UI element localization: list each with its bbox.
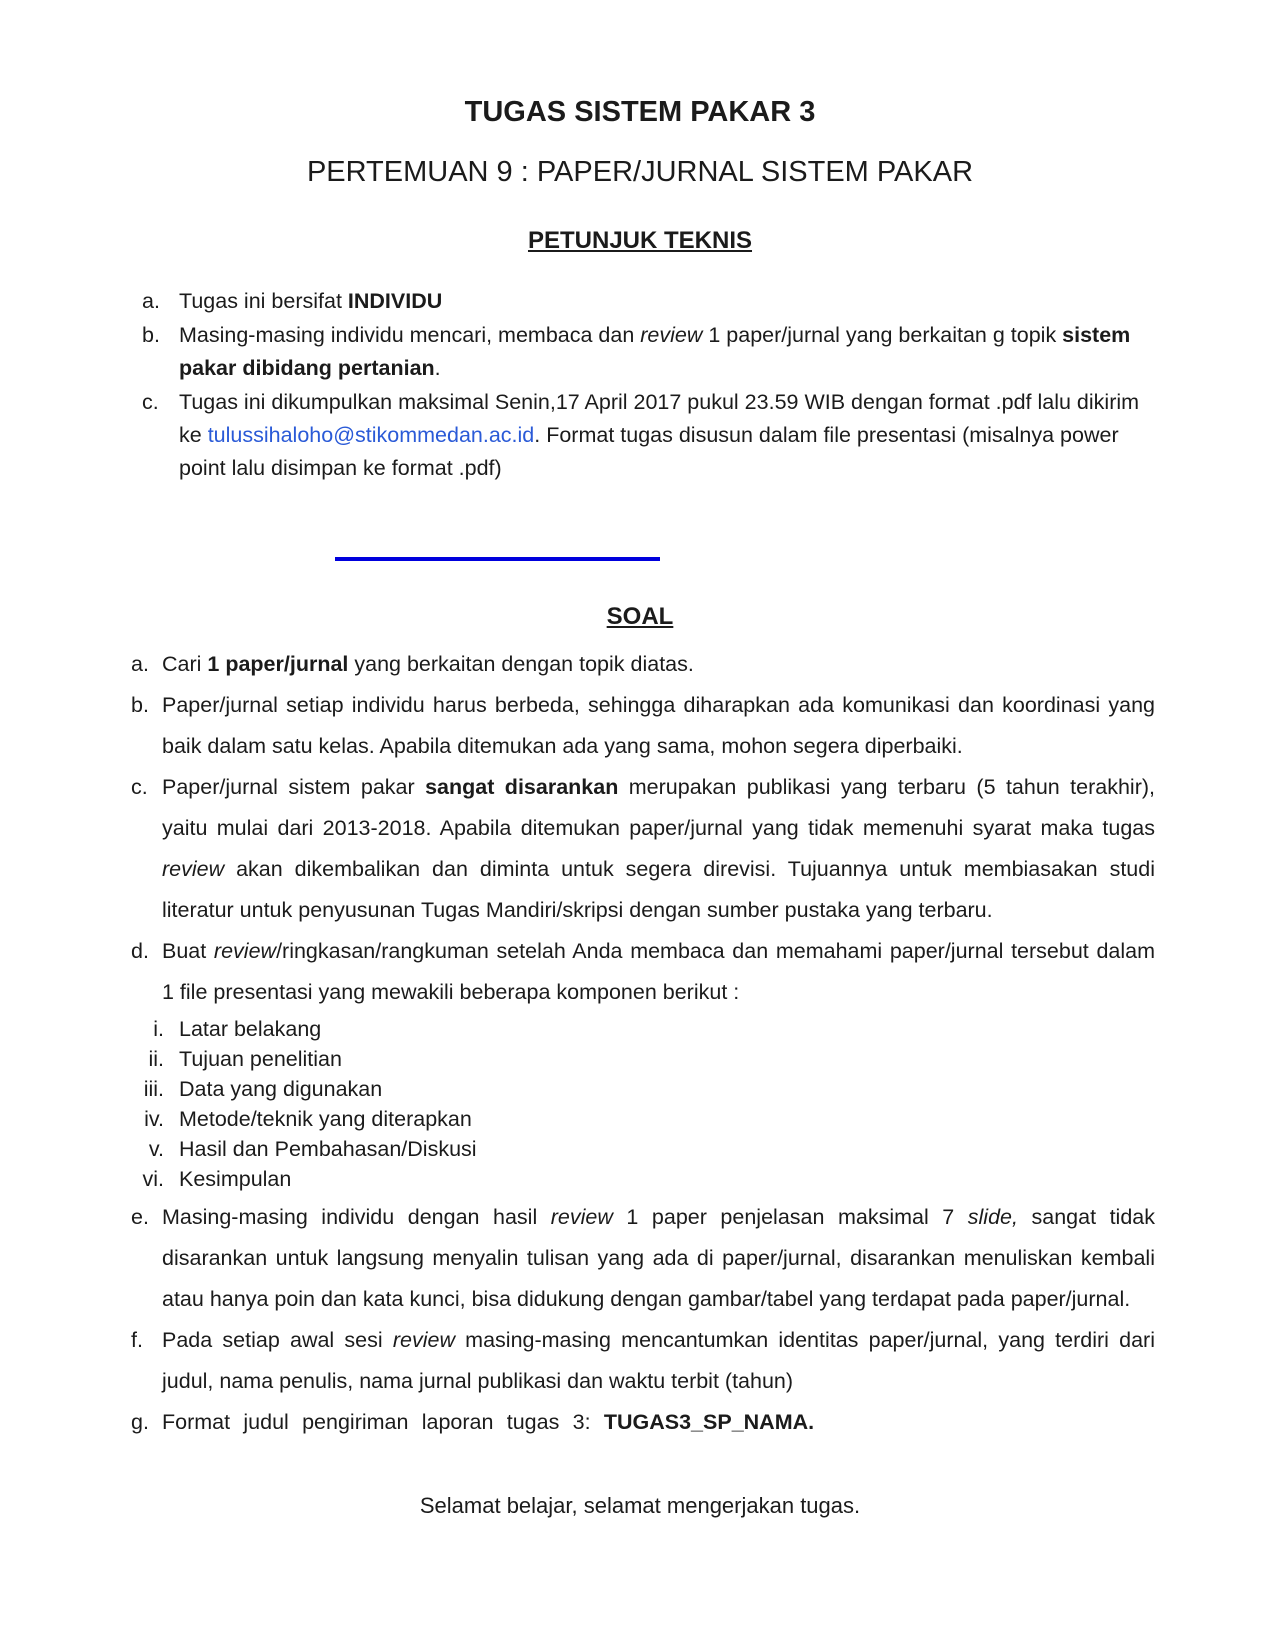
sub-list-marker: i.	[153, 1017, 164, 1041]
text-run: sangat disarankan	[425, 775, 619, 799]
sub-list-item-text	[179, 1134, 1155, 1164]
list-item	[131, 767, 1155, 931]
sub-list-item	[131, 1164, 1155, 1194]
sub-list-item	[131, 1014, 1155, 1044]
text-run: akan dikembalikan dan diminta untuk segera direvisi. Tujuannya untuk membiasakan studi literatur untuk penyusunan Tugas Mandiri/skripsi dengan sumber pustaka yang terbaru.	[162, 857, 1155, 922]
text-run: Latar belakang	[179, 1017, 322, 1041]
list-item-text	[162, 931, 1155, 1013]
text-run: TUGAS3_SP_NAMA.	[603, 1410, 815, 1434]
sub-list-marker: v.	[148, 1137, 164, 1161]
list-item	[131, 1320, 1155, 1402]
text-run: Tugas ini bersifat	[179, 289, 348, 313]
sub-list-item	[131, 1134, 1155, 1164]
sub-list-item-text	[179, 1104, 1155, 1134]
list-marker: a.	[131, 652, 149, 676]
list-item-text	[162, 644, 1155, 685]
sub-list-item-text	[179, 1014, 1155, 1044]
soal-heading: SOAL	[606, 603, 674, 630]
text-run: slide,	[967, 1205, 1018, 1229]
text-run: yang berkaitan dengan topik diatas.	[348, 652, 694, 676]
sub-list-item-text	[179, 1074, 1155, 1104]
text-run: Masing-masing individu mencari, membaca dan	[179, 323, 641, 347]
email-link[interactable]: tulussihaloho@stikommedan.ac.id	[207, 423, 535, 447]
section-divider-line	[335, 557, 660, 561]
text-run: Buat	[162, 939, 214, 963]
text-run: 1 paper penjelasan maksimal 7	[612, 1205, 968, 1229]
sub-list-item	[131, 1074, 1155, 1104]
text-run: merupakan publikasi yang terbaru (5 tahun terakhir), yaitu mulai dari 2013-2018. Apabila ditemukan paper/jurnal yang tidak memenuhi syarat maka tugas	[162, 775, 1155, 840]
sub-list-item	[131, 1104, 1155, 1134]
list-marker: e.	[131, 1205, 149, 1229]
text-run: sistem pakar dibidang pertanian	[179, 323, 1131, 380]
text-run: Hasil dan Pembahasan/Diskusi	[179, 1137, 477, 1161]
list-item	[142, 386, 1155, 485]
text-run: Format judul pengiriman laporan tugas 3:	[162, 1410, 604, 1434]
sub-list-marker: iv.	[144, 1107, 164, 1131]
text-run: review	[640, 323, 703, 347]
text-run: Paper/jurnal sistem pakar	[162, 775, 426, 799]
text-run: .	[434, 356, 441, 380]
text-run: INDIVIDU	[347, 289, 443, 313]
text-run: 1 paper/jurnal	[207, 652, 349, 676]
list-marker: c.	[142, 390, 159, 414]
list-marker: g.	[131, 1410, 149, 1434]
sub-list-marker: iii.	[143, 1077, 164, 1101]
text-run: Pada setiap awal sesi	[162, 1328, 393, 1352]
list-marker: c.	[131, 775, 148, 799]
text-run: review	[550, 1205, 613, 1229]
list-item	[131, 1197, 1155, 1320]
list-item-text	[179, 386, 1155, 485]
text-run: . Format tugas disusun dalam file presentasi (misalnya power point lalu disimpan ke format .pdf)	[179, 423, 1119, 480]
list-item	[142, 319, 1155, 385]
list-item	[131, 931, 1155, 1013]
text-run: sangat tidak disarankan untuk langsung menyalin tulisan yang ada di paper/jurnal, disarankan menuliskan kembali atau hanya poin dan kata kunci, bisa didukung dengan gambar/tabel yang terdapat pada paper/jurnal.	[162, 1205, 1155, 1311]
list-marker: f.	[131, 1328, 143, 1352]
list-item-text	[162, 685, 1155, 767]
list-item-text	[162, 1320, 1155, 1402]
list-marker: b.	[142, 323, 160, 347]
document-title: TUGAS SISTEM PAKAR 3	[464, 96, 816, 128]
text-run: Masing-masing individu dengan hasil	[162, 1205, 551, 1229]
list-item	[142, 285, 1155, 318]
list-item-text	[179, 285, 1155, 318]
text-run: review	[213, 939, 277, 963]
text-run: 1 paper/jurnal yang berkaitan g topik	[702, 323, 1063, 347]
text-run: masing-masing mencantumkan identitas paper/jurnal, yang terdiri dari judul, nama penulis, nama jurnal publikasi dan waktu terbit (tahun)	[162, 1328, 1155, 1393]
list-item-text	[162, 1402, 1155, 1443]
text-run: Metode/teknik yang diterapkan	[179, 1107, 472, 1131]
text-run: Paper/jurnal setiap individu harus berbeda, sehingga diharapkan ada komunikasi dan koordinasi yang baik dalam satu kelas. Apabila ditemukan ada yang sama, mohon segera diperbaiki.	[162, 693, 1155, 758]
sub-list-item-text	[179, 1164, 1155, 1194]
text-run: Cari	[162, 652, 208, 676]
text-run: review	[162, 857, 225, 881]
list-item	[131, 685, 1155, 767]
list-item-text	[162, 1197, 1155, 1320]
petunjuk-teknis-list	[125, 285, 1155, 485]
closing-text: Selamat belajar, selamat mengerjakan tugas.	[419, 1493, 861, 1518]
text-run: Tujuan penelitian	[179, 1047, 342, 1071]
list-item	[131, 1402, 1155, 1443]
sub-list-marker: ii.	[148, 1047, 164, 1071]
sub-list-item	[131, 1044, 1155, 1074]
petunjuk-teknis-heading: PETUNJUK TEKNIS	[527, 227, 753, 254]
text-run: review	[392, 1328, 455, 1352]
text-run: /ringkasan/rangkuman setelah Anda membaca dan memahami paper/jurnal tersebut dalam 1 file presentasi yang mewakili beberapa komponen berikut :	[162, 939, 1155, 1004]
list-marker: a.	[142, 289, 160, 313]
soal-list	[125, 644, 1155, 1443]
list-item	[131, 644, 1155, 685]
list-marker: b.	[131, 693, 149, 717]
document-subtitle: PERTEMUAN 9 : PAPER/JURNAL SISTEM PAKAR	[306, 156, 974, 188]
text-run: Data yang digunakan	[179, 1077, 383, 1101]
sub-list-marker: vi.	[142, 1167, 164, 1191]
list-item-text	[162, 767, 1155, 931]
sub-list	[131, 1014, 1155, 1194]
list-marker: d.	[131, 939, 149, 963]
text-run: Tugas ini dikumpulkan maksimal Senin,17 April 2017 pukul 23.59 WIB dengan format .pdf lalu dikirim ke	[179, 390, 1140, 447]
text-run: Kesimpulan	[179, 1167, 292, 1191]
list-item-text	[179, 319, 1155, 385]
sub-list-item-text	[179, 1044, 1155, 1074]
